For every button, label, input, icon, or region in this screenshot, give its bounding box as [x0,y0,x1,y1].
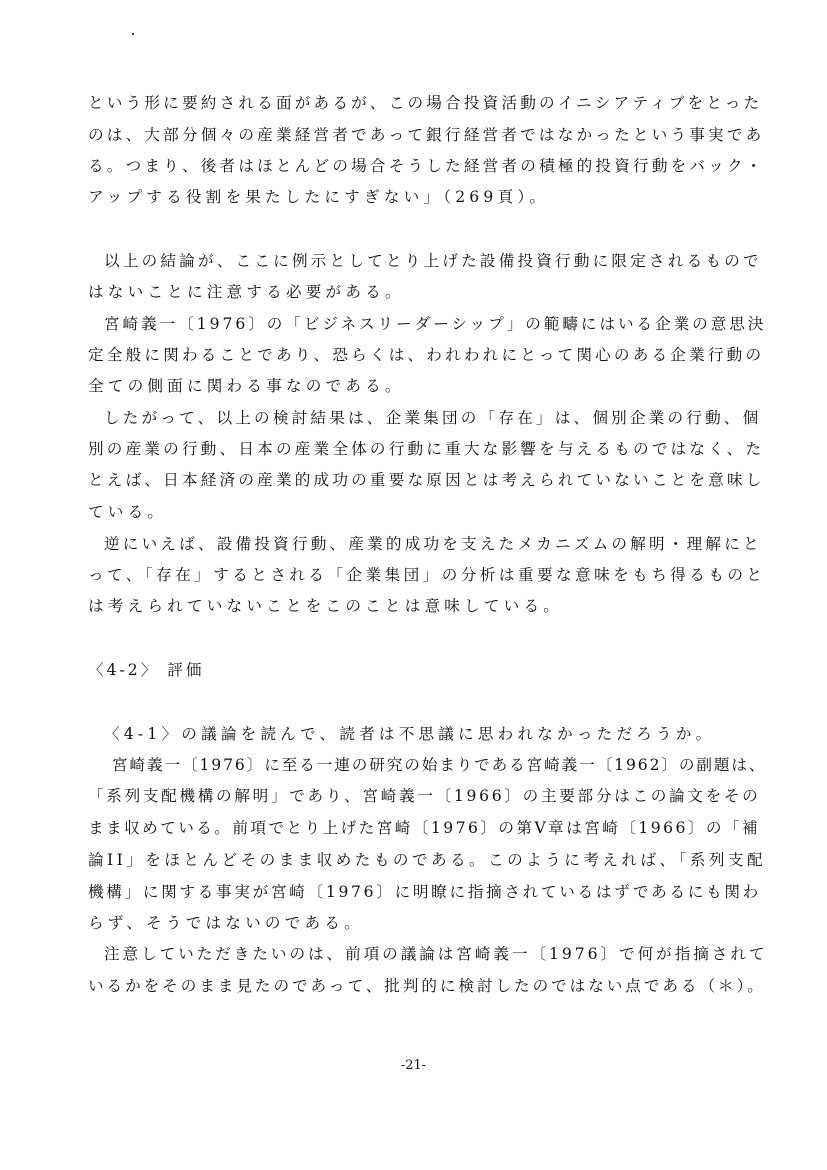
text-line: とえば、日本経済の産業的成功の重要な原因とは考えられていないことを意味し [88,471,765,489]
text-line: 以上の結論が、ここに例示としてとり上げた設備投資行動に限定されるもので [104,252,762,270]
text-line: 逆にいえば、設備投資行動、産業的成功を支えたメカニズムの解明・理解にと [104,535,762,553]
text-line: る。つまり、後者はほとんどの場合そうした経営者の積極的投資行動をバック・ [88,157,765,175]
text-line: 定全般に関わることであり、恐らくは、われわれにとって関心のある企業行動の [88,346,765,364]
text-line: 「系列支配機構の解明」であり、宮崎義一〔1966〕の主要部分はこの論文をその [88,787,761,805]
text-line: いるかをそのまま見たのであって、批判的に検討したのではない点である（＊）。 [88,977,766,995]
text-line: って、「存在」するとされる「企業集団」の分析は重要な意味をもち得るものと [88,566,766,584]
text-line: はないことに注意する必要がある。 [88,283,405,301]
section-heading: 〈4-2〉 評価 [88,661,205,679]
text-line: 宮崎義一〔1976〕に至る一連の研究の始まりである宮崎義一〔1962〕の副題は、 [112,756,767,774]
text-line: 論II」をほとんどそのまま収めたものである。このように考えれば、「系列支配 [88,851,766,869]
text-line: 機構」に関する事実が宮崎〔1976〕に明瞭に指摘されているはずであるにも関わ [88,883,761,901]
text-line: 注意していただきたいのは、前項の議論は宮崎義一〔1976〕で何が指摘されて [104,945,768,963]
text-line: アップする役割を果たしたにすぎない」（269頁）。 [88,188,550,206]
text-line: は考えられていないことをこのことは意味している。 [88,597,564,615]
text-line: ている。 [88,503,168,521]
text-line: 全ての側面に関わる事なのである。 [88,377,405,395]
text-line: 別の産業の行動、日本の産業全体の行動に重大な影響を与えるものではなく、た [88,440,765,458]
text-line: のは、大部分個々の産業経営者であって銀行経営者ではなかったという事実であ [88,126,765,144]
text-line: したがって、以上の検討結果は、企業集団の「存在」は、個別企業の行動、個 [104,409,762,427]
text-line: という形に要約される面があるが、この場合投資活動のイニシアティブをとった [88,94,763,112]
text-line: らず、そうではないのである。 [88,914,364,932]
text-line: 宮崎義一〔1976〕の「ビジネスリーダーシップ」の範疇にはいる企業の意思決 [104,315,767,333]
page-number: -21- [400,1058,427,1073]
text-line: 〈4-1〉の議論を読んで、読者は不思議に思われなかっただろうか。 [104,725,716,743]
text-line: まま収めている。前項でとり上げた宮崎〔1976〕の第Ⅴ章は宮崎〔1966〕の「補 [88,819,761,837]
scan-speck [132,33,134,35]
